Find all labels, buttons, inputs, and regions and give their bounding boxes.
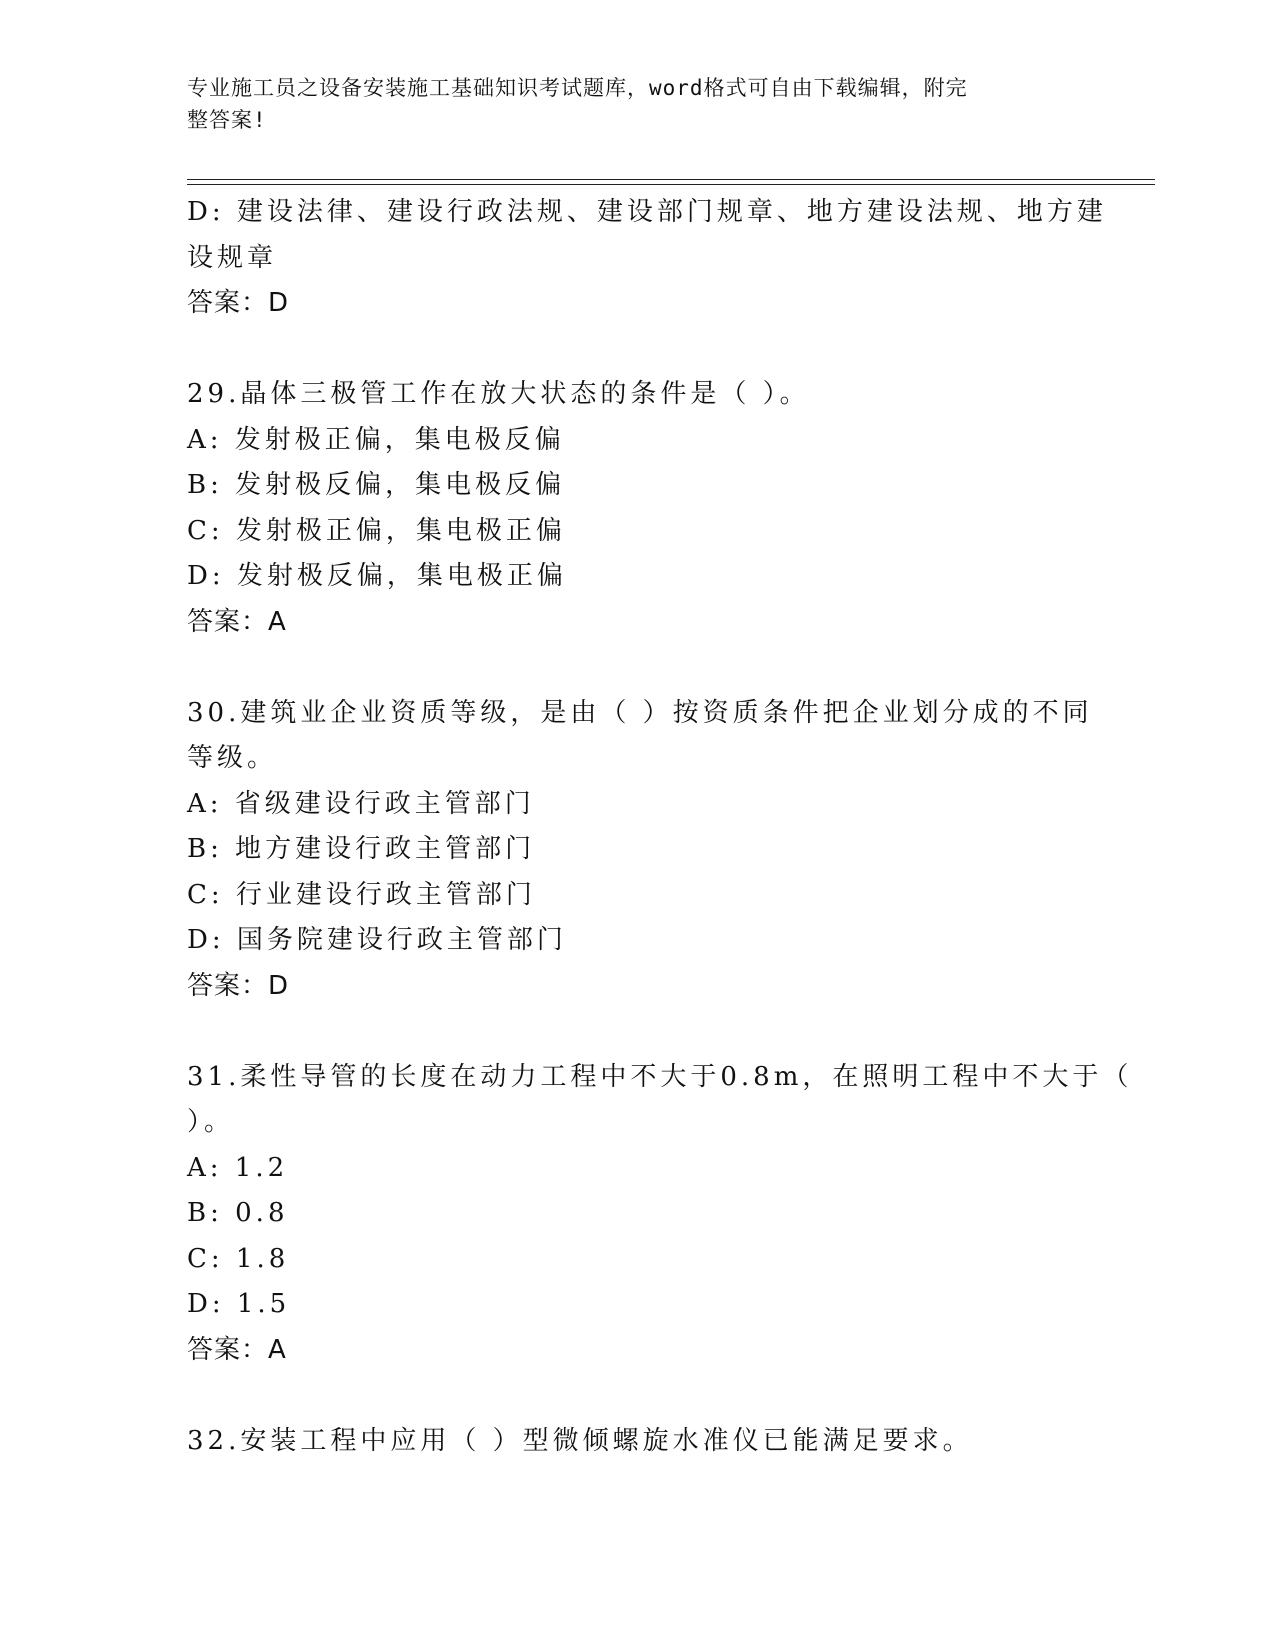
answer: 答案：A [187,606,287,637]
spacer [187,1373,1087,1419]
header-title-line-1: 专业施工员之设备安装施工基础知识考试题库，word格式可自由下载编辑，附完 [187,76,968,100]
question-stem: 30.建筑业企业资质等级，是由（ ）按资质条件把企业划分成的不同 [187,697,1093,728]
answer: 答案：A [187,1334,287,1365]
option-a: A: 1.2 [187,1152,289,1183]
question-31 [187,1055,1133,1374]
option-a: A: 发射极正偏，集电极反偏 [187,424,565,455]
option-d: D: 国务院建设行政主管部门 [187,925,567,955]
option-b: B: 地方建设行政主管部门 [187,834,536,864]
option-b: B: 发射极反偏，集电极反偏 [187,470,566,500]
option-d: D: 发射极反偏，集电极正偏 [187,561,567,591]
question-list [187,190,1133,1464]
option-b: B: 0.8 [187,1198,289,1228]
document-header [187,72,1067,136]
header-divider-bottom [187,184,1155,185]
header-title-line-2: 整答案! [187,108,267,132]
option-d-continued: 设规章 [187,242,278,273]
option-d: D: 建设法律、建设行政法规、建设部门规章、地方建设法规、地方建 [187,197,1107,227]
spacer [187,327,1087,373]
question-stem-continued: ）。 [187,1107,235,1137]
question-30 [187,691,1093,1010]
question-32 [187,1419,1087,1465]
answer: 答案：D [187,970,290,1001]
option-c: C: 行业建设行政主管部门 [187,879,536,910]
question-stem: 29.晶体三极管工作在放大状态的条件是（ ）。 [187,379,810,409]
spacer [187,1009,1087,1055]
question-stem: 31.柔性导管的长度在动力工程中不大于0.8m，在照明工程中不大于（ [187,1061,1133,1092]
spacer [187,645,1087,691]
option-d: D: 1.5 [187,1289,291,1319]
question-29 [187,372,1087,645]
option-a: A: 省级建设行政主管部门 [187,788,535,819]
answer: 答案：D [187,288,290,318]
option-c: C: 发射极正偏，集电极正偏 [187,515,566,546]
question-28 [187,190,1107,327]
question-stem-continued: 等级。 [187,743,278,773]
header-divider-top [187,179,1155,180]
question-stem: 32.安装工程中应用（ ）型微倾螺旋水准仪已能满足要求。 [187,1425,973,1456]
option-c: C: 1.8 [187,1243,290,1274]
